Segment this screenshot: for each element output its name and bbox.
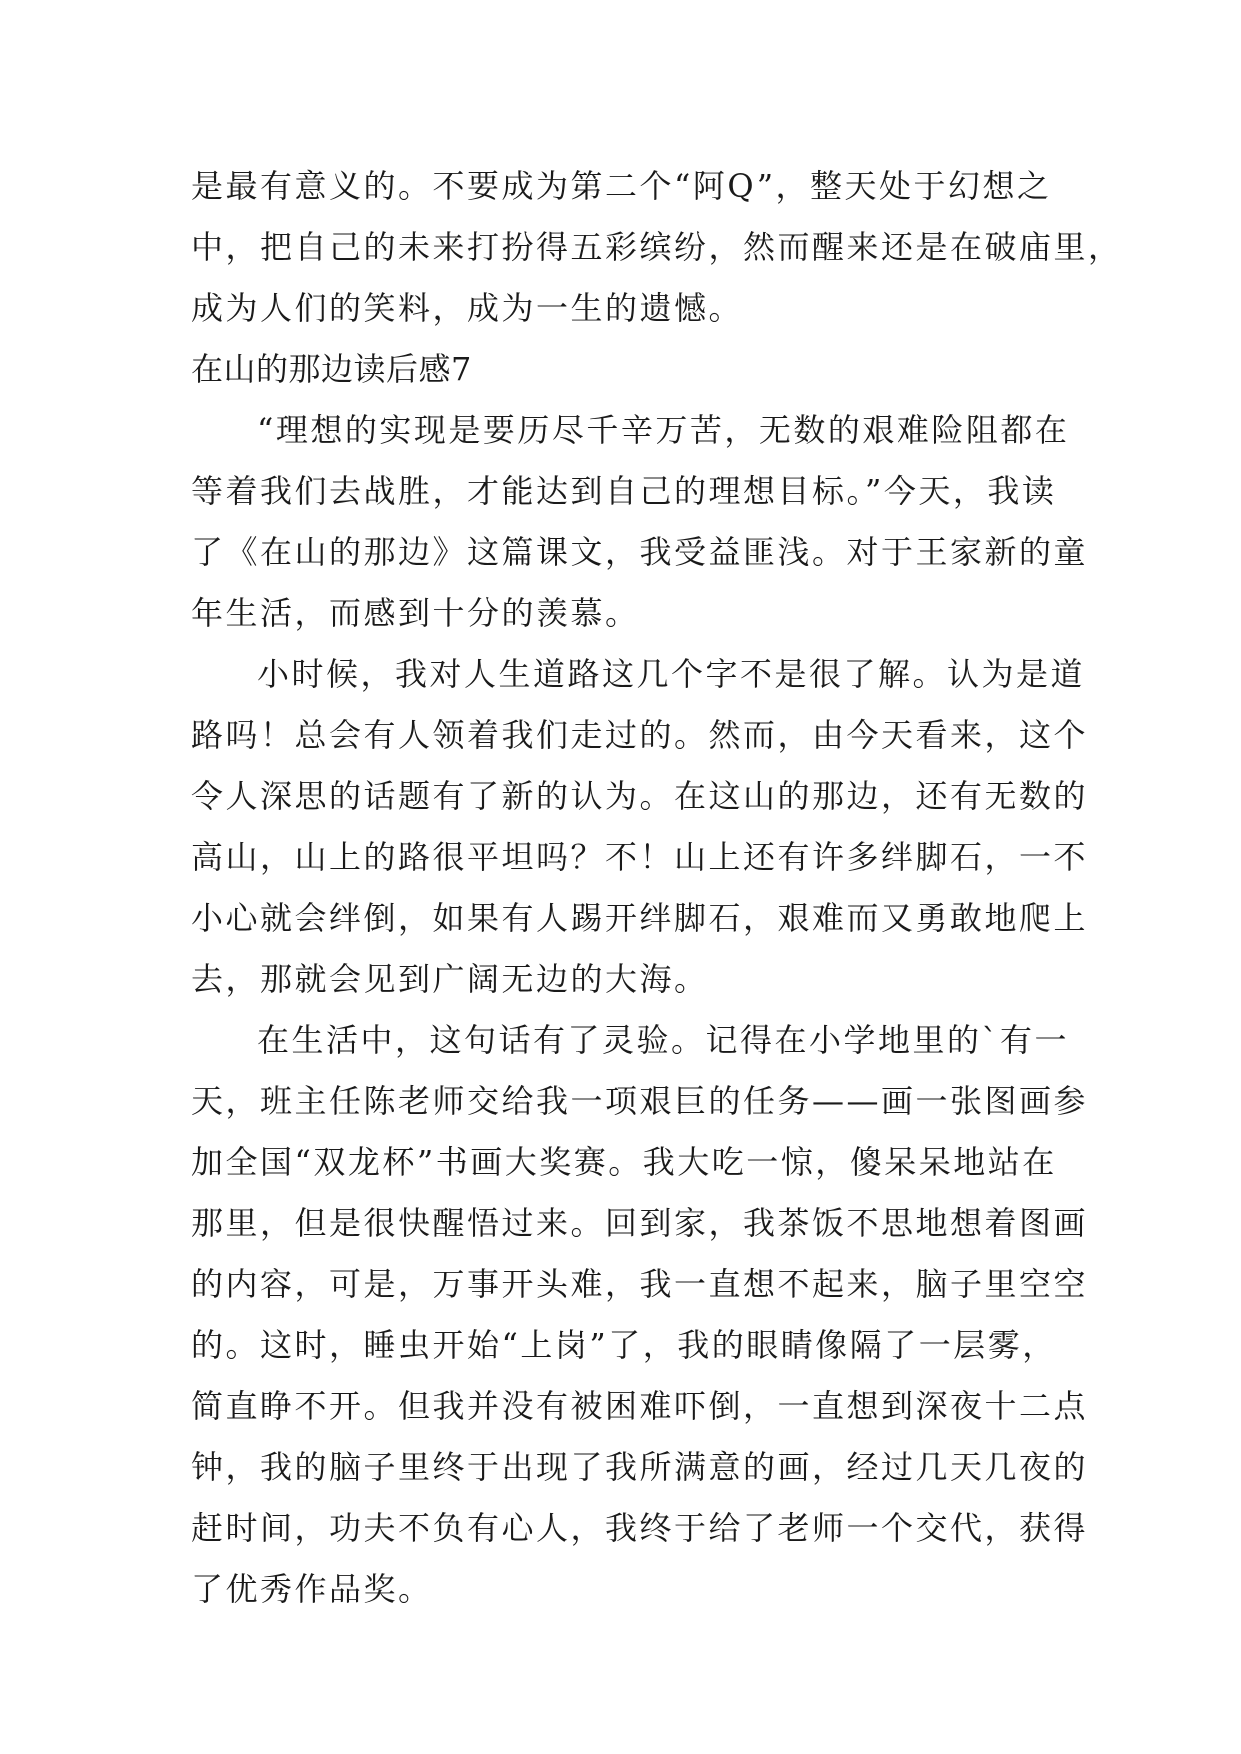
- text-line: 高山，山上的路很平坦吗？不！山上还有许多绊脚石，一不: [191, 838, 1089, 876]
- paragraph-first-line: 在生活中，这句话有了灵验。记得在小学地里的`有一: [257, 1021, 1070, 1059]
- text-line: 去，那就会见到广阔无边的大海。: [191, 960, 709, 998]
- text-line: 小心就会绊倒，如果有人踢开绊脚石，艰难而又勇敢地爬上: [191, 899, 1089, 937]
- text-line: 等着我们去战胜，才能达到自己的理想目标。”今天，我读: [191, 472, 1057, 510]
- text-line: 令人深思的话题有了新的认为。在这山的那边，还有无数的: [191, 777, 1089, 815]
- text-line: 了优秀作品奖。: [191, 1570, 433, 1608]
- text-line: 赶时间，功夫不负有心人，我终于给了老师一个交代，获得: [191, 1509, 1089, 1547]
- text-line: 的。这时，睡虫开始“上岗”了，我的眼睛像隔了一层雾，: [191, 1326, 1057, 1364]
- text-line: 简直睁不开。但我并没有被困难吓倒，一直想到深夜十二点: [191, 1387, 1089, 1425]
- text-line: 年生活，而感到十分的羡慕。: [191, 594, 640, 632]
- paragraph-first-line: “理想的实现是要历尽千辛万苦，无数的艰难险阻都在: [257, 411, 1070, 449]
- text-line: 的内容，可是，万事开头难，我一直想不起来，脑子里空空: [191, 1265, 1089, 1303]
- text-line: 了《在山的那边》这篇课文，我受益匪浅。对于王家新的童: [191, 533, 1089, 571]
- text-line: 那里，但是很快醒悟过来。回到家，我茶饭不思地想着图画: [191, 1204, 1089, 1242]
- text-line: 成为人们的笑料，成为一生的遗憾。: [191, 289, 744, 327]
- text-line: 加全国“双龙杯”书画大奖赛。我大吃一惊，傻呆呆地站在: [191, 1143, 1057, 1181]
- text-line: 路吗！总会有人领着我们走过的。然而，由今天看来，这个: [191, 716, 1089, 754]
- text-line: 钟，我的脑子里终于出现了我所满意的画，经过几天几夜的: [191, 1448, 1089, 1486]
- text-line: 天，班主任陈老师交给我一项艰巨的任务——画一张图画参: [191, 1082, 1089, 1120]
- document-body: [191, 156, 1123, 1620]
- section-heading: 在山的那边读后感7: [191, 350, 472, 388]
- paragraph-first-line: 小时候，我对人生道路这几个字不是很了解。认为是道: [257, 655, 1086, 693]
- text-line: 中，把自己的未来打扮得五彩缤纷，然而醒来还是在破庙里，: [191, 228, 1123, 266]
- text-line: 是最有意义的。不要成为第二个“阿Q”，整天处于幻想之: [191, 167, 1052, 205]
